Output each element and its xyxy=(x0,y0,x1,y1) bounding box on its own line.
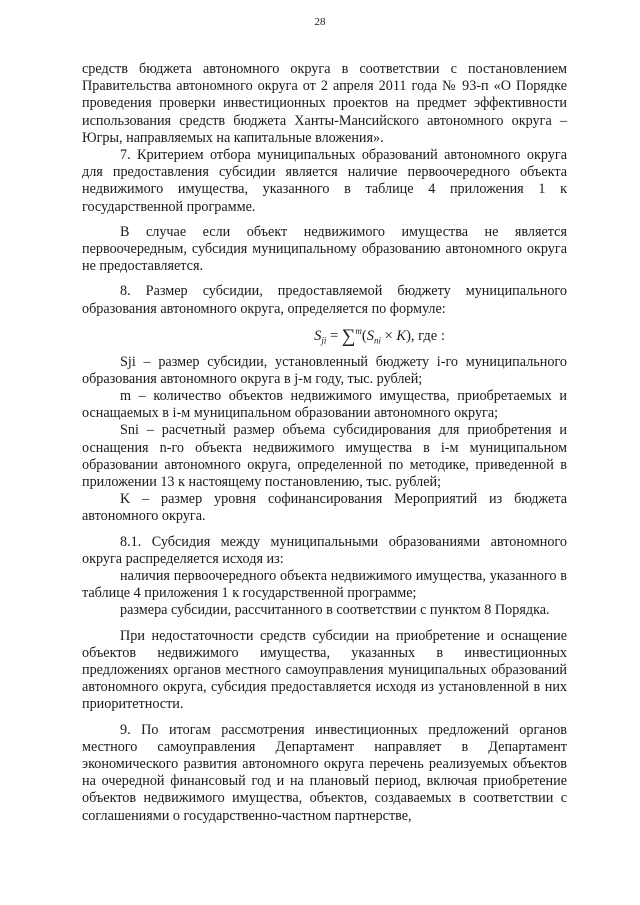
formula-k: K xyxy=(396,327,407,344)
paragraph: Sni – расчетный размер объема субсидирования для приобретения и оснащения n-го объекта недвижимого имущества в i-м муниципальном образовании автономного округа, определенной по методике, приведенной в приложении 13 к настоящему постановлению, тыс. рублей; xyxy=(82,422,567,490)
formula-term: S xyxy=(366,327,374,344)
paragraph: 7. Критерием отбора муниципальных образований автономного округа для предоставления субсидии является наличие первоочередного объекта недвижимого имущества, указанного в таблице 4 приложения 1 к государственной программе. xyxy=(82,147,567,215)
formula-sum-sup: m xyxy=(355,325,362,336)
formula-open: ( xyxy=(361,327,367,344)
paragraph: В случае если объект недвижимого имущества не является первоочередным, субсидия муниципальному образованию автономного округа не предоставляется. xyxy=(82,223,567,275)
formula-times: × xyxy=(380,327,397,344)
page-number: 28 xyxy=(314,16,326,28)
formula-term-sub: ni xyxy=(373,335,381,346)
paragraph: 9. По итогам рассмотрения инвестиционных предложений органов местного самоуправления Департамент направляет в Департамент экономического развития автономного округа перечень реализуемых объектов на очередной финансовый год и на плановый период, включая приобретение объектов недвижимого имущества, объектов, создаваемых в соответствии с соглашениями о государственно-частном партнерстве, xyxy=(82,721,567,824)
paragraph: наличия первоочередного объекта недвижимого имущества, указанного в таблице 4 приложения 1 к государственной программе; xyxy=(82,568,567,602)
paragraph: При недостаточности средств субсидии на приобретение и оснащение объектов недвижимого имущества, указанных в инвестиционных предложениях органов местного самоуправления муниципальных образований автономного округа, субсидия предоставляется исходя из установленной в них приоритетности. xyxy=(82,627,567,713)
formula-equals: = xyxy=(326,327,342,344)
document-body xyxy=(82,61,567,825)
paragraph: 8.1. Субсидия между муниципальными образованиями автономного округа распределяется исходя из: xyxy=(82,533,567,567)
paragraph: K – размер уровня софинансирования Мероприятий из бюджета автономного округа. xyxy=(82,491,567,525)
paragraph: Sji – размер субсидии, установленный бюджету i-го муниципального образования автономного округа в j-м году, тыс. рублей; xyxy=(82,353,567,387)
formula-where: где : xyxy=(414,327,445,344)
paragraph: m – количество объектов недвижимого имущества, приобретаемых и оснащаемых в i-м муниципальном образовании автономного округа; xyxy=(82,387,567,422)
sum-symbol: ∑ xyxy=(341,325,356,347)
paragraph: размера субсидии, рассчитанного в соответствии с пунктом 8 Порядка. xyxy=(120,602,550,619)
formula-close: ), xyxy=(406,327,415,344)
paragraph: 8. Размер субсидии, предоставляемой бюджету муниципального образования автономного округа, определяется по формуле: xyxy=(82,283,567,317)
formula-lhs-sub: ji xyxy=(321,335,327,346)
formula-lhs: S xyxy=(314,327,322,344)
paragraph: средств бюджета автономного округа в соответствии с постановлением Правительства автономного округа от 2 апреля 2011 года № 93-п «О Порядке проведения проверки инвестиционных проектов на предмет эффективности использования средств бюджета Ханты-Мансийского автономного округа – Югры, направляемых на капитальные вложения». xyxy=(82,61,567,146)
subsidy-formula xyxy=(82,320,567,352)
